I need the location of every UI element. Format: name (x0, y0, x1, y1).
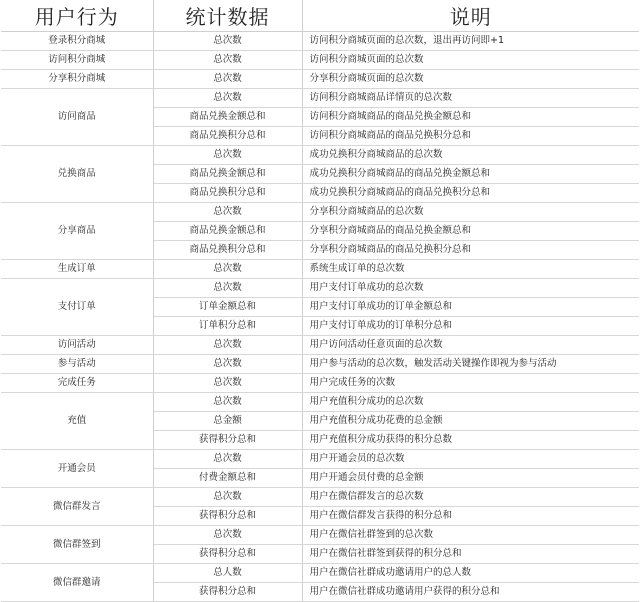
table-row (1, 260, 639, 279)
table-row (1, 393, 639, 412)
description-cell: 访问积分商城商品的商品兑换积分总和 (302, 127, 639, 146)
behavior-cell: 开通会员 (1, 450, 153, 488)
description-cell: 访问积分商城页面的总次数，退出再访问即+1 (302, 32, 639, 51)
description-cell: 用户充值积分成功的总次数 (302, 393, 639, 412)
table-row (1, 564, 639, 583)
table-row (1, 488, 639, 507)
description-cell: 系统生成订单的总次数 (302, 260, 639, 279)
description-cell: 成功兑换积分商城商品的商品兑换积分总和 (302, 184, 639, 203)
statistic-cell: 总次数 (153, 488, 302, 507)
statistic-cell: 商品兑换金额总和 (153, 108, 302, 127)
statistic-cell: 总次数 (153, 374, 302, 393)
table-row (1, 32, 639, 51)
behavior-cell: 分享商品 (1, 203, 153, 260)
description-cell: 用户访问活动任意页面的总次数 (302, 336, 639, 355)
statistic-cell: 获得积分总和 (153, 507, 302, 526)
table-row (1, 70, 639, 89)
behavior-cell: 访问积分商城 (1, 51, 153, 70)
statistic-cell: 总次数 (153, 89, 302, 108)
statistic-cell: 总次数 (153, 70, 302, 89)
behavior-cell: 微信群发言 (1, 488, 153, 526)
behavior-cell: 分享积分商城 (1, 70, 153, 89)
statistic-cell: 商品兑换积分总和 (153, 184, 302, 203)
description-cell: 用户完成任务的次数 (302, 374, 639, 393)
statistic-cell: 总次数 (153, 355, 302, 374)
statistic-cell: 获得积分总和 (153, 583, 302, 602)
description-cell: 分享积分商城商品的商品兑换积分总和 (302, 241, 639, 260)
description-cell: 用户充值积分成功花费的总金额 (302, 412, 639, 431)
description-cell: 用户充值积分成功获得的积分总数 (302, 431, 639, 450)
behavior-cell: 参与活动 (1, 355, 153, 374)
header-description: 说明 (302, 0, 639, 32)
table-row (1, 51, 639, 70)
table-row (1, 146, 639, 165)
behavior-cell: 兑换商品 (1, 146, 153, 203)
statistic-cell: 商品兑换积分总和 (153, 241, 302, 260)
statistic-cell: 获得积分总和 (153, 431, 302, 450)
description-cell: 访问积分商城商品的商品兑换金额总和 (302, 108, 639, 127)
header-row (1, 0, 639, 32)
statistic-cell: 商品兑换积分总和 (153, 127, 302, 146)
description-cell: 用户在微信社群成功邀请用户获得的积分总和 (302, 583, 639, 602)
description-cell: 用户支付订单成功的订单积分总和 (302, 317, 639, 336)
description-cell: 用户开通会员付费的总金额 (302, 469, 639, 488)
statistic-cell: 总次数 (153, 393, 302, 412)
table-row (1, 203, 639, 222)
statistic-cell: 总次数 (153, 146, 302, 165)
description-cell: 成功兑换积分商城商品的商品兑换金额总和 (302, 165, 639, 184)
statistic-cell: 订单积分总和 (153, 317, 302, 336)
description-cell: 用户在微信社群签到获得的积分总和 (302, 545, 639, 564)
table-row (1, 355, 639, 374)
table-header (1, 0, 639, 32)
table-row (1, 89, 639, 108)
statistic-cell: 总人数 (153, 564, 302, 583)
description-cell: 访问积分商城商品详情页的总次数 (302, 89, 639, 108)
statistic-cell: 总次数 (153, 450, 302, 469)
header-user-behavior: 用户行为 (1, 0, 153, 32)
statistic-cell: 获得积分总和 (153, 545, 302, 564)
behavior-cell: 支付订单 (1, 279, 153, 336)
statistic-cell: 付费金额总和 (153, 469, 302, 488)
behavior-cell: 微信群签到 (1, 526, 153, 564)
table-body (1, 32, 639, 602)
statistic-cell: 总金额 (153, 412, 302, 431)
behavior-cell: 微信群邀请 (1, 564, 153, 602)
description-cell: 用户支付订单成功的总次数 (302, 279, 639, 298)
table-row (1, 279, 639, 298)
description-cell: 用户开通会员的总次数 (302, 450, 639, 469)
statistic-cell: 总次数 (153, 203, 302, 222)
description-cell: 用户支付订单成功的订单金额总和 (302, 298, 639, 317)
table-row (1, 374, 639, 393)
statistic-cell: 商品兑换金额总和 (153, 222, 302, 241)
header-statistics: 统计数据 (153, 0, 302, 32)
table-row (1, 336, 639, 355)
statistic-cell: 总次数 (153, 279, 302, 298)
description-cell: 访问积分商城页面的总次数 (302, 51, 639, 70)
behavior-cell: 生成订单 (1, 260, 153, 279)
statistic-cell: 商品兑换金额总和 (153, 165, 302, 184)
metrics-table (1, 0, 639, 602)
table-row (1, 450, 639, 469)
description-cell: 成功兑换积分商城商品的总次数 (302, 146, 639, 165)
behavior-cell: 充值 (1, 393, 153, 450)
statistic-cell: 总次数 (153, 260, 302, 279)
statistic-cell: 总次数 (153, 526, 302, 545)
description-cell: 分享积分商城页面的总次数 (302, 70, 639, 89)
behavior-cell: 访问商品 (1, 89, 153, 146)
behavior-cell: 访问活动 (1, 336, 153, 355)
statistic-cell: 总次数 (153, 51, 302, 70)
description-cell: 用户在微信社群成功邀请用户的总人数 (302, 564, 639, 583)
behavior-cell: 完成任务 (1, 374, 153, 393)
behavior-cell: 登录积分商城 (1, 32, 153, 51)
description-cell: 用户在微信社群签到的总次数 (302, 526, 639, 545)
description-cell: 分享积分商城商品的商品兑换金额总和 (302, 222, 639, 241)
description-cell: 用户参与活动的总次数，触发活动关键操作即视为参与活动 (302, 355, 639, 374)
description-cell: 用户在微信群发言获得的积分总和 (302, 507, 639, 526)
statistic-cell: 总次数 (153, 32, 302, 51)
description-cell: 用户在微信群发言的总次数 (302, 488, 639, 507)
statistic-cell: 订单金额总和 (153, 298, 302, 317)
table-row (1, 526, 639, 545)
description-cell: 分享积分商城商品的总次数 (302, 203, 639, 222)
statistic-cell: 总次数 (153, 336, 302, 355)
